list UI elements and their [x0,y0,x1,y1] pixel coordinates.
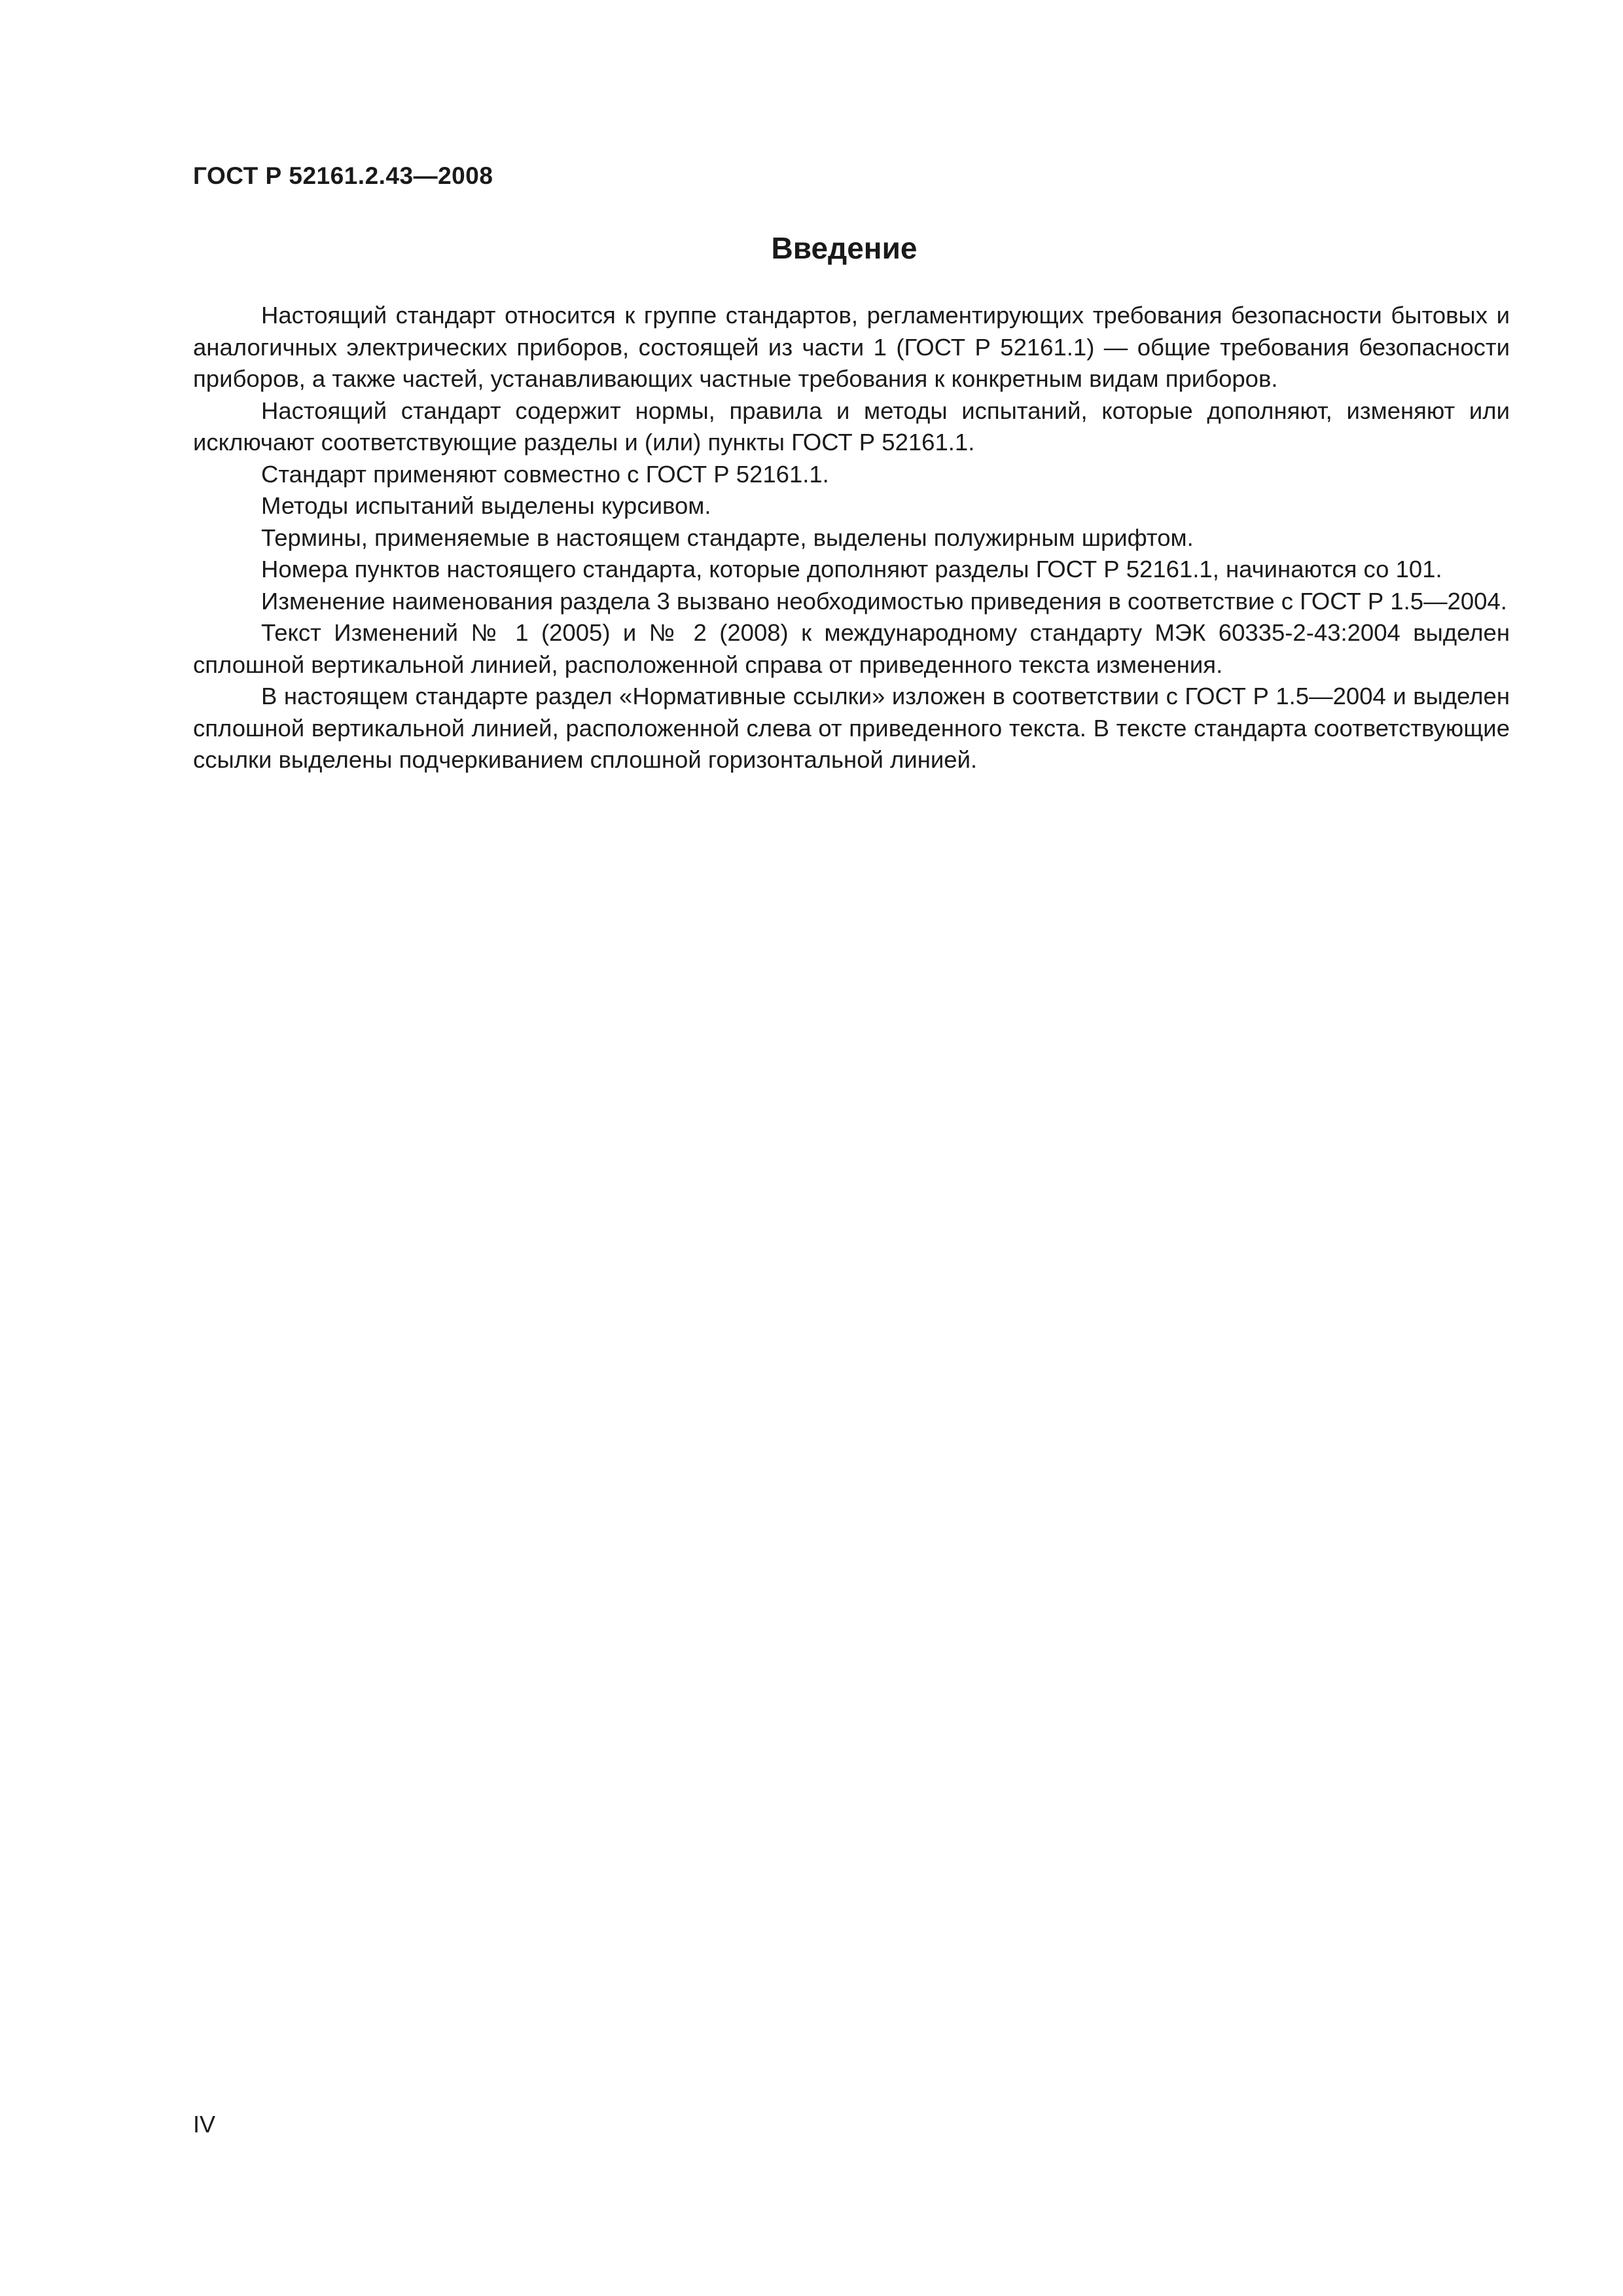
document-code: ГОСТ Р 52161.2.43—2008 [193,162,493,189]
paragraph: Настоящий стандарт содержит нормы, правила и методы испытаний, которые дополняют, изменяют или исключают соответствующие разделы и (или) пункты ГОСТ Р 52161.1. [193,397,1510,456]
introduction-body [193,300,1510,776]
section-title: Введение [771,231,918,265]
paragraph: Номера пунктов настоящего стандарта, которые дополняют разделы ГОСТ Р 52161.1, начинаются со 101. [261,556,1442,583]
paragraph: Настоящий стандарт относится к группе стандартов, регламентирующих требования безопасности бытовых и аналогичных электрических приборов, состоящей из части 1 (ГОСТ Р 52161.1) — общие требования безопасности приборов, а также частей, устанавливающих частные требования к конкретным видам приборов. [193,302,1510,392]
paragraph: Изменение наименования раздела 3 вызвано необходимостью приведения в соответствие с ГОСТ Р 1.5—2004. [261,587,1507,615]
paragraph: Стандарт применяют совместно с ГОСТ Р 52161.1. [261,460,829,488]
paragraph: Термины, применяемые в настоящем стандарте, выделены полужирным шрифтом. [261,524,1194,551]
paragraph: Методы испытаний выделены курсивом. [261,492,711,519]
paragraph: В настоящем стандарте раздел «Нормативные ссылки» изложен в соответствии с ГОСТ Р 1.5—2004 и выделен сплошной вертикальной линией, расположенной слева от приведенного текста. В тексте стандарта соответствующие ссылки выделены подчеркиванием сплошной горизонтальной линией. [193,683,1510,773]
page-number: IV [193,2111,216,2138]
paragraph: Текст Изменений № 1 (2005) и № 2 (2008) к международному стандарту МЭК 60335-2-43:2004 выделен сплошной вертикальной линией, расположенной справа от приведенного текста изменения. [193,619,1510,678]
